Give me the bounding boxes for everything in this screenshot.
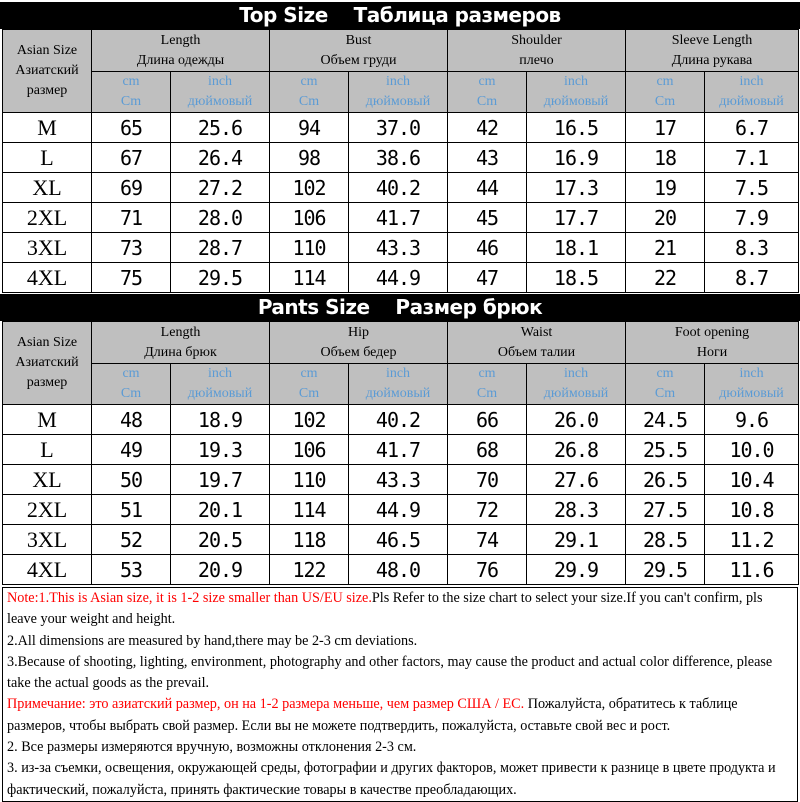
column-header-ru: плечо bbox=[519, 52, 554, 68]
table-row bbox=[3, 465, 799, 495]
pants-size-table bbox=[2, 321, 799, 585]
value-cell: 27.6 bbox=[527, 465, 626, 495]
unit-cm-line: cm bbox=[300, 74, 318, 89]
unit-cm-header bbox=[270, 72, 349, 113]
unit-inch-header bbox=[705, 72, 799, 113]
value-cell: 41.7 bbox=[349, 203, 448, 233]
size-header-line: размер bbox=[26, 375, 68, 390]
table-row bbox=[3, 405, 799, 435]
header-row bbox=[3, 322, 799, 364]
value-cell: 47 bbox=[448, 263, 527, 293]
column-header bbox=[92, 322, 270, 364]
value-cell: 43.3 bbox=[349, 233, 448, 263]
table-row bbox=[3, 263, 799, 293]
unit-inch-header bbox=[527, 364, 626, 405]
note-ru-1 bbox=[3, 694, 797, 737]
table-row bbox=[3, 435, 799, 465]
unit-inch-header bbox=[349, 72, 448, 113]
column-header-ru: Длина брюк bbox=[144, 344, 217, 360]
column-header-en: Length bbox=[160, 324, 201, 340]
table-row bbox=[3, 233, 799, 263]
unit-cm-line: Cm bbox=[476, 94, 498, 109]
table-row bbox=[3, 143, 799, 173]
value-cell: 46 bbox=[448, 233, 527, 263]
size-cell: XL bbox=[3, 465, 92, 495]
unit-inch-line: дюймовый bbox=[719, 94, 784, 109]
value-cell: 43.3 bbox=[349, 465, 448, 495]
size-cell: 4XL bbox=[3, 555, 92, 585]
value-cell: 18.5 bbox=[527, 263, 626, 293]
size-cell: XL bbox=[3, 173, 92, 203]
column-header-ru: Длина одежды bbox=[136, 52, 225, 68]
value-cell: 118 bbox=[270, 525, 349, 555]
unit-inch-line: inch bbox=[739, 74, 764, 89]
column-header-ru: Ноги bbox=[696, 344, 728, 360]
table-row bbox=[3, 113, 799, 143]
value-cell: 102 bbox=[270, 173, 349, 203]
unit-cm-line: cm bbox=[122, 74, 140, 89]
value-cell: 114 bbox=[270, 263, 349, 293]
unit-cm-header bbox=[448, 72, 527, 113]
unit-inch-line: inch bbox=[207, 366, 233, 381]
value-cell: 8.7 bbox=[705, 263, 799, 293]
table-row bbox=[3, 555, 799, 585]
unit-cm-header bbox=[92, 364, 171, 405]
column-header bbox=[626, 322, 799, 364]
value-cell: 51 bbox=[92, 495, 171, 525]
unit-cm-line: Cm bbox=[298, 386, 320, 401]
value-cell: 52 bbox=[92, 525, 171, 555]
value-cell: 71 bbox=[92, 203, 171, 233]
unit-cm-header bbox=[448, 364, 527, 405]
value-cell: 18 bbox=[626, 143, 705, 173]
value-cell: 106 bbox=[270, 203, 349, 233]
unit-cm-line: cm bbox=[656, 74, 674, 89]
column-header-en: Bust bbox=[345, 32, 372, 48]
value-cell: 53 bbox=[92, 555, 171, 585]
unit-inch-header bbox=[171, 364, 270, 405]
value-cell: 42 bbox=[448, 113, 527, 143]
unit-inch-line: inch bbox=[385, 366, 411, 381]
value-cell: 21 bbox=[626, 233, 705, 263]
value-cell: 24.5 bbox=[626, 405, 705, 435]
column-header bbox=[92, 30, 270, 72]
unit-cm-header bbox=[270, 364, 349, 405]
unit-cm-line: Cm bbox=[476, 386, 498, 401]
note-ru-2: 2. Все размеры измеряются вручную, возможны отклонения 2-3 см. bbox=[7, 739, 417, 756]
table-row bbox=[3, 495, 799, 525]
unit-inch-line: дюймовый bbox=[719, 386, 784, 401]
value-cell: 29.1 bbox=[527, 525, 626, 555]
size-header-line: Asian Size bbox=[16, 335, 78, 350]
units-row bbox=[3, 72, 799, 113]
value-cell: 44 bbox=[448, 173, 527, 203]
value-cell: 26.4 bbox=[171, 143, 270, 173]
value-cell: 72 bbox=[448, 495, 527, 525]
size-cell: 4XL bbox=[3, 263, 92, 293]
note-ru-1-warning: Примечание: это азиатский размер, он на 1-2 размера меньше, чем размер США / ЕС. bbox=[7, 696, 525, 713]
value-cell: 17 bbox=[626, 113, 705, 143]
unit-cm-line: cm bbox=[478, 74, 496, 89]
value-cell: 29.5 bbox=[626, 555, 705, 585]
table-row bbox=[3, 173, 799, 203]
value-cell: 98 bbox=[270, 143, 349, 173]
value-cell: 19.3 bbox=[171, 435, 270, 465]
value-cell: 16.5 bbox=[527, 113, 626, 143]
column-header-en: Sleeve Length bbox=[671, 32, 753, 48]
value-cell: 17.3 bbox=[527, 173, 626, 203]
size-column-header bbox=[3, 30, 92, 113]
value-cell: 20.1 bbox=[171, 495, 270, 525]
units-row bbox=[3, 364, 799, 405]
value-cell: 40.2 bbox=[349, 173, 448, 203]
value-cell: 11.2 bbox=[705, 525, 799, 555]
size-header-line: Азиатский bbox=[15, 355, 79, 370]
unit-cm-header bbox=[626, 72, 705, 113]
column-header bbox=[448, 322, 626, 364]
value-cell: 68 bbox=[448, 435, 527, 465]
notes-box bbox=[2, 587, 798, 802]
value-cell: 19 bbox=[626, 173, 705, 203]
unit-cm-line: Cm bbox=[120, 94, 142, 109]
value-cell: 11.6 bbox=[705, 555, 799, 585]
unit-inch-line: дюймовый bbox=[543, 94, 609, 109]
value-cell: 26.0 bbox=[527, 405, 626, 435]
value-cell: 25.5 bbox=[626, 435, 705, 465]
unit-cm-line: cm bbox=[656, 366, 674, 381]
value-cell: 10.4 bbox=[705, 465, 799, 495]
size-cell: 2XL bbox=[3, 495, 92, 525]
size-cell: L bbox=[3, 143, 92, 173]
unit-cm-header bbox=[92, 72, 171, 113]
column-header-en: Hip bbox=[348, 324, 369, 340]
value-cell: 29.5 bbox=[171, 263, 270, 293]
value-cell: 26.8 bbox=[527, 435, 626, 465]
value-cell: 44.9 bbox=[349, 263, 448, 293]
unit-inch-line: дюймовый bbox=[543, 386, 609, 401]
unit-inch-line: inch bbox=[207, 74, 233, 89]
size-cell: L bbox=[3, 435, 92, 465]
note-en-1-warning: Note:1.This is Asian size, it is 1-2 size smaller than US/EU size. bbox=[7, 590, 372, 606]
column-header-ru: Объем груди bbox=[320, 52, 397, 68]
unit-inch-header bbox=[171, 72, 270, 113]
value-cell: 20.5 bbox=[171, 525, 270, 555]
value-cell: 50 bbox=[92, 465, 171, 495]
value-cell: 29.9 bbox=[527, 555, 626, 585]
unit-cm-line: cm bbox=[122, 366, 140, 381]
note-en-1 bbox=[3, 588, 797, 631]
value-cell: 102 bbox=[270, 405, 349, 435]
value-cell: 44.9 bbox=[349, 495, 448, 525]
note-ru-1-text: Пожалуйста, обратитесь к таблице размеров, чтобы выбрать свой размер. Если вы не можете подтвердить, пожалуйста, оставьте свой вес и рост. bbox=[7, 696, 738, 734]
unit-inch-line: дюймовый bbox=[365, 386, 431, 401]
top-size-banner: Top Size Таблица размеров bbox=[0, 2, 800, 29]
column-header-ru: Длина рукава bbox=[671, 52, 753, 68]
value-cell: 65 bbox=[92, 113, 171, 143]
value-cell: 7.9 bbox=[705, 203, 799, 233]
value-cell: 48.0 bbox=[349, 555, 448, 585]
table-row bbox=[3, 203, 799, 233]
value-cell: 20 bbox=[626, 203, 705, 233]
value-cell: 106 bbox=[270, 435, 349, 465]
size-cell: M bbox=[3, 405, 92, 435]
unit-inch-line: дюймовый bbox=[187, 94, 253, 109]
unit-inch-header bbox=[527, 72, 626, 113]
pants-size-banner: Pants Size Размер брюк bbox=[0, 294, 800, 321]
size-header-line: Asian Size bbox=[16, 43, 78, 58]
column-header bbox=[270, 30, 448, 72]
value-cell: 25.6 bbox=[171, 113, 270, 143]
column-header-en: Waist bbox=[520, 324, 553, 340]
value-cell: 66 bbox=[448, 405, 527, 435]
value-cell: 67 bbox=[92, 143, 171, 173]
size-cell: 2XL bbox=[3, 203, 92, 233]
size-cell: 3XL bbox=[3, 233, 92, 263]
value-cell: 10.8 bbox=[705, 495, 799, 525]
value-cell: 19.7 bbox=[171, 465, 270, 495]
column-header-en: Shoulder bbox=[511, 32, 562, 48]
unit-inch-line: inch bbox=[385, 74, 411, 89]
value-cell: 40.2 bbox=[349, 405, 448, 435]
value-cell: 16.9 bbox=[527, 143, 626, 173]
top-size-table bbox=[2, 29, 799, 293]
header-row bbox=[3, 30, 799, 72]
column-header bbox=[270, 322, 448, 364]
value-cell: 110 bbox=[270, 233, 349, 263]
value-cell: 18.1 bbox=[527, 233, 626, 263]
unit-inch-header bbox=[349, 364, 448, 405]
note-ru-3: 3. из-за съемки, освещения, окружающей среды, фотографии и других факторов, может привести к разнице в цвете продукта и фактический, пожалуйста, принять фактические товары в качестве преобладающих. bbox=[7, 760, 776, 798]
size-cell: 3XL bbox=[3, 525, 92, 555]
column-header bbox=[626, 30, 799, 72]
value-cell: 10.0 bbox=[705, 435, 799, 465]
value-cell: 48 bbox=[92, 405, 171, 435]
unit-cm-header bbox=[626, 364, 705, 405]
unit-inch-line: дюймовый bbox=[365, 94, 431, 109]
note-en-3: 3.Because of shooting, lighting, environment, photography and other factors, may cause the product and actual color difference, please take the actual goods as the prevail. bbox=[7, 653, 773, 692]
value-cell: 28.7 bbox=[171, 233, 270, 263]
value-cell: 7.1 bbox=[705, 143, 799, 173]
unit-inch-line: inch bbox=[563, 74, 589, 89]
value-cell: 27.2 bbox=[171, 173, 270, 203]
column-header bbox=[448, 30, 626, 72]
unit-cm-line: Cm bbox=[298, 94, 320, 109]
table-row bbox=[3, 525, 799, 555]
value-cell: 18.9 bbox=[171, 405, 270, 435]
value-cell: 46.5 bbox=[349, 525, 448, 555]
value-cell: 94 bbox=[270, 113, 349, 143]
value-cell: 22 bbox=[626, 263, 705, 293]
column-header-ru: Объем бедер bbox=[320, 344, 397, 360]
column-header-en: Foot opening bbox=[674, 324, 750, 340]
unit-cm-line: Cm bbox=[120, 386, 142, 401]
value-cell: 27.5 bbox=[626, 495, 705, 525]
value-cell: 28.3 bbox=[527, 495, 626, 525]
unit-cm-line: Cm bbox=[654, 386, 676, 401]
value-cell: 9.6 bbox=[705, 405, 799, 435]
unit-inch-header bbox=[705, 364, 799, 405]
size-cell: M bbox=[3, 113, 92, 143]
column-header-en: Length bbox=[160, 32, 201, 48]
note-en-2: 2.All dimensions are measured by hand,there may be 2-3 cm deviations. bbox=[7, 632, 418, 649]
value-cell: 73 bbox=[92, 233, 171, 263]
unit-inch-line: дюймовый bbox=[187, 386, 253, 401]
value-cell: 45 bbox=[448, 203, 527, 233]
value-cell: 17.7 bbox=[527, 203, 626, 233]
size-column-header bbox=[3, 322, 92, 405]
value-cell: 110 bbox=[270, 465, 349, 495]
value-cell: 74 bbox=[448, 525, 527, 555]
unit-inch-line: inch bbox=[563, 366, 589, 381]
size-header-line: Азиатский bbox=[15, 63, 79, 78]
column-header-ru: Объем талии bbox=[497, 344, 576, 360]
unit-cm-line: Cm bbox=[654, 94, 676, 109]
value-cell: 43 bbox=[448, 143, 527, 173]
note-en-1-text: Pls Refer to the size chart to select your size.If you can't confirm, pls leave your weight and height. bbox=[7, 590, 763, 628]
unit-inch-line: inch bbox=[739, 366, 764, 381]
value-cell: 49 bbox=[92, 435, 171, 465]
value-cell: 20.9 bbox=[171, 555, 270, 585]
value-cell: 6.7 bbox=[705, 113, 799, 143]
value-cell: 122 bbox=[270, 555, 349, 585]
value-cell: 69 bbox=[92, 173, 171, 203]
value-cell: 70 bbox=[448, 465, 527, 495]
value-cell: 8.3 bbox=[705, 233, 799, 263]
value-cell: 114 bbox=[270, 495, 349, 525]
unit-cm-line: cm bbox=[300, 366, 318, 381]
value-cell: 26.5 bbox=[626, 465, 705, 495]
value-cell: 76 bbox=[448, 555, 527, 585]
value-cell: 41.7 bbox=[349, 435, 448, 465]
value-cell: 7.5 bbox=[705, 173, 799, 203]
size-header-line: размер bbox=[26, 83, 68, 98]
value-cell: 28.5 bbox=[626, 525, 705, 555]
value-cell: 75 bbox=[92, 263, 171, 293]
unit-cm-line: cm bbox=[478, 366, 496, 381]
value-cell: 38.6 bbox=[349, 143, 448, 173]
value-cell: 28.0 bbox=[171, 203, 270, 233]
value-cell: 37.0 bbox=[349, 113, 448, 143]
